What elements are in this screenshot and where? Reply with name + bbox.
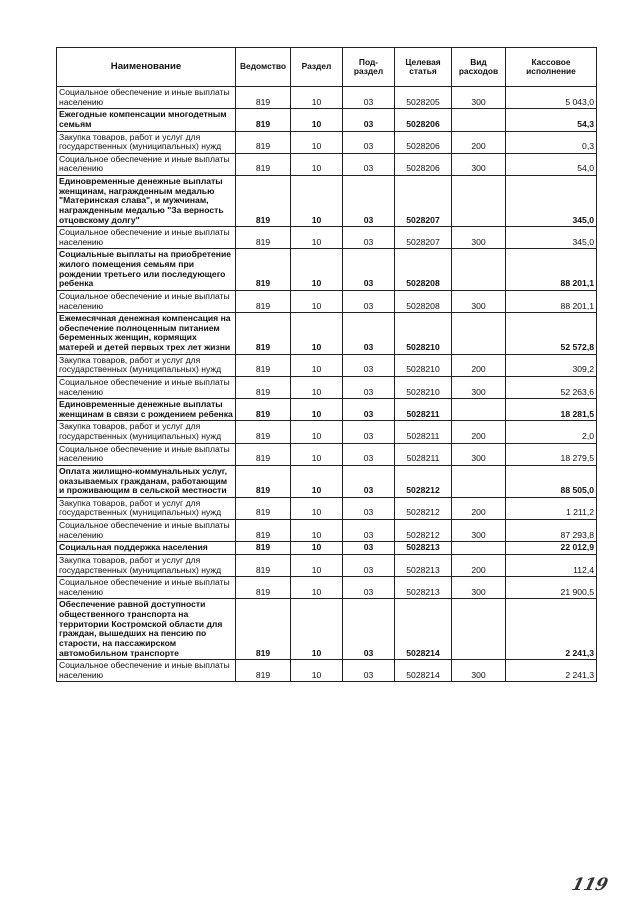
cell-target: 5028211 [395, 399, 452, 421]
cell-subsection: 03 [343, 599, 395, 660]
cell-subsection: 03 [343, 399, 395, 421]
cell-expense-type: 300 [452, 520, 506, 542]
cell-target: 5028208 [395, 290, 452, 312]
cell-name: Социальное обеспечение и иные выплаты населению [57, 520, 236, 542]
cell-subsection: 03 [343, 109, 395, 131]
cell-name: Социальное обеспечение и иные выплаты населению [57, 153, 236, 175]
cell-expense-type: 300 [452, 376, 506, 398]
cell-amount: 18 281,5 [506, 399, 597, 421]
cell-expense-type [452, 313, 506, 355]
cell-name: Закупка товаров, работ и услуг для государственных (муниципальных) нужд [57, 354, 236, 376]
cell-subsection: 03 [343, 421, 395, 443]
cell-subsection: 03 [343, 465, 395, 497]
cell-section: 10 [291, 290, 343, 312]
cell-target: 5028214 [395, 660, 452, 682]
cell-section: 10 [291, 249, 343, 291]
cell-amount: 88 505,0 [506, 465, 597, 497]
table-row [57, 249, 597, 291]
cell-expense-type [452, 542, 506, 555]
cell-expense-type [452, 599, 506, 660]
cell-subsection: 03 [343, 542, 395, 555]
cell-name: Оплата жилищно-коммунальных услуг, оказываемых гражданам, работающим и проживающим в сельской местности [57, 465, 236, 497]
table-row [57, 577, 597, 599]
cell-subsection: 03 [343, 443, 395, 465]
cell-target: 5028205 [395, 87, 452, 109]
cell-amount: 52 263,6 [506, 376, 597, 398]
cell-department: 819 [236, 554, 291, 576]
cell-subsection: 03 [343, 176, 395, 227]
cell-subsection: 03 [343, 87, 395, 109]
cell-target: 5028208 [395, 249, 452, 291]
cell-section: 10 [291, 443, 343, 465]
cell-department: 819 [236, 599, 291, 660]
cell-subsection: 03 [343, 131, 395, 153]
cell-department: 819 [236, 109, 291, 131]
cell-target: 5028210 [395, 354, 452, 376]
table-row [57, 153, 597, 175]
table-header-row [57, 48, 597, 87]
table-row [57, 520, 597, 542]
cell-expense-type: 300 [452, 153, 506, 175]
cell-target: 5028212 [395, 520, 452, 542]
table-row [57, 421, 597, 443]
cell-target: 5028206 [395, 153, 452, 175]
cell-department: 819 [236, 542, 291, 555]
cell-department: 819 [236, 421, 291, 443]
cell-department: 819 [236, 131, 291, 153]
cell-subsection: 03 [343, 153, 395, 175]
cell-section: 10 [291, 399, 343, 421]
cell-section: 10 [291, 153, 343, 175]
cell-expense-type: 300 [452, 443, 506, 465]
cell-expense-type: 300 [452, 227, 506, 249]
cell-department: 819 [236, 153, 291, 175]
cell-section: 10 [291, 376, 343, 398]
header-target: Целевая статья [395, 48, 452, 87]
cell-section: 10 [291, 577, 343, 599]
cell-expense-type: 200 [452, 421, 506, 443]
cell-amount: 2,0 [506, 421, 597, 443]
cell-section: 10 [291, 109, 343, 131]
cell-subsection: 03 [343, 313, 395, 355]
cell-subsection: 03 [343, 227, 395, 249]
cell-name: Социальное обеспечение и иные выплаты населению [57, 227, 236, 249]
cell-section: 10 [291, 421, 343, 443]
cell-name: Ежемесячная денежная компенсация на обеспечение полноценным питанием беременных женщин, кормящих матерей и детей первых трех лет жизни [57, 313, 236, 355]
cell-expense-type: 300 [452, 87, 506, 109]
cell-expense-type: 300 [452, 290, 506, 312]
cell-department: 819 [236, 660, 291, 682]
header-name: Наименование [57, 48, 236, 87]
cell-department: 819 [236, 313, 291, 355]
cell-section: 10 [291, 87, 343, 109]
cell-subsection: 03 [343, 577, 395, 599]
cell-target: 5028211 [395, 421, 452, 443]
cell-expense-type: 200 [452, 497, 506, 519]
cell-target: 5028213 [395, 577, 452, 599]
cell-name: Социальная поддержка населения [57, 542, 236, 555]
cell-department: 819 [236, 354, 291, 376]
cell-name: Закупка товаров, работ и услуг для государственных (муниципальных) нужд [57, 497, 236, 519]
cell-department: 819 [236, 443, 291, 465]
cell-expense-type: 200 [452, 131, 506, 153]
cell-amount: 309,2 [506, 354, 597, 376]
cell-target: 5028206 [395, 109, 452, 131]
cell-target: 5028212 [395, 465, 452, 497]
cell-name: Закупка товаров, работ и услуг для государственных (муниципальных) нужд [57, 554, 236, 576]
table-body [57, 87, 597, 682]
cell-department: 819 [236, 227, 291, 249]
table-row [57, 131, 597, 153]
cell-section: 10 [291, 599, 343, 660]
cell-subsection: 03 [343, 249, 395, 291]
cell-amount: 1 211,2 [506, 497, 597, 519]
cell-amount: 88 201,1 [506, 290, 597, 312]
cell-section: 10 [291, 520, 343, 542]
budget-table [56, 47, 597, 682]
cell-amount: 0,3 [506, 131, 597, 153]
cell-section: 10 [291, 497, 343, 519]
page-number: 119 [569, 875, 610, 895]
cell-amount: 22 012,9 [506, 542, 597, 555]
table-row [57, 554, 597, 576]
cell-amount: 54,0 [506, 153, 597, 175]
cell-expense-type [452, 249, 506, 291]
cell-target: 5028206 [395, 131, 452, 153]
cell-name: Ежегодные компенсации многодетным семьям [57, 109, 236, 131]
cell-target: 5028213 [395, 554, 452, 576]
cell-section: 10 [291, 227, 343, 249]
cell-section: 10 [291, 313, 343, 355]
header-expense-type: Вид расходов [452, 48, 506, 87]
table-row [57, 290, 597, 312]
cell-amount: 54,3 [506, 109, 597, 131]
cell-name: Единовременные денежные выплаты женщинам, награжденным медалью "Материнская слава", и мужчинам, награжденным медалью "За верность отцовскому долгу" [57, 176, 236, 227]
cell-expense-type [452, 176, 506, 227]
table-row [57, 599, 597, 660]
cell-expense-type [452, 399, 506, 421]
cell-subsection: 03 [343, 354, 395, 376]
cell-target: 5028212 [395, 497, 452, 519]
cell-amount: 21 900,5 [506, 577, 597, 599]
cell-amount: 5 043,0 [506, 87, 597, 109]
cell-amount: 345,0 [506, 227, 597, 249]
cell-amount: 18 279,5 [506, 443, 597, 465]
cell-name: Обеспечение равной доступности общественного транспорта на территории Костромской области для граждан, вышедших на пенсию по старости, на пассажирском автомобильном транспорте [57, 599, 236, 660]
cell-amount: 2 241,3 [506, 660, 597, 682]
table-row [57, 109, 597, 131]
cell-name: Закупка товаров, работ и услуг для государственных (муниципальных) нужд [57, 421, 236, 443]
cell-section: 10 [291, 465, 343, 497]
cell-name: Социальное обеспечение и иные выплаты населению [57, 87, 236, 109]
cell-section: 10 [291, 542, 343, 555]
header-subsection: Под-раздел [343, 48, 395, 87]
cell-department: 819 [236, 87, 291, 109]
cell-target: 5028210 [395, 376, 452, 398]
header-amount: Кассовое исполнение [506, 48, 597, 87]
cell-department: 819 [236, 465, 291, 497]
cell-target: 5028207 [395, 227, 452, 249]
table-row [57, 354, 597, 376]
cell-department: 819 [236, 577, 291, 599]
table-row [57, 399, 597, 421]
cell-subsection: 03 [343, 554, 395, 576]
cell-expense-type: 200 [452, 354, 506, 376]
cell-target: 5028210 [395, 313, 452, 355]
cell-section: 10 [291, 354, 343, 376]
cell-name: Социальное обеспечение и иные выплаты населению [57, 660, 236, 682]
cell-expense-type: 300 [452, 660, 506, 682]
cell-subsection: 03 [343, 497, 395, 519]
cell-department: 819 [236, 497, 291, 519]
table-row [57, 313, 597, 355]
cell-target: 5028213 [395, 542, 452, 555]
table-row [57, 542, 597, 555]
cell-name: Закупка товаров, работ и услуг для государственных (муниципальных) нужд [57, 131, 236, 153]
cell-expense-type [452, 109, 506, 131]
cell-target: 5028214 [395, 599, 452, 660]
cell-department: 819 [236, 249, 291, 291]
cell-name: Единовременные денежные выплаты женщинам в связи с рождением ребенка [57, 399, 236, 421]
cell-name: Социальное обеспечение и иные выплаты населению [57, 443, 236, 465]
table-row [57, 465, 597, 497]
cell-section: 10 [291, 176, 343, 227]
cell-section: 10 [291, 131, 343, 153]
header-department: Ведомство [236, 48, 291, 87]
cell-name: Социальное обеспечение и иные выплаты населению [57, 376, 236, 398]
table-row [57, 87, 597, 109]
cell-subsection: 03 [343, 520, 395, 542]
cell-expense-type: 300 [452, 577, 506, 599]
cell-amount: 2 241,3 [506, 599, 597, 660]
cell-amount: 345,0 [506, 176, 597, 227]
table-row [57, 376, 597, 398]
table-row [57, 176, 597, 227]
cell-department: 819 [236, 399, 291, 421]
cell-section: 10 [291, 660, 343, 682]
cell-amount: 88 201,1 [506, 249, 597, 291]
header-section: Раздел [291, 48, 343, 87]
cell-subsection: 03 [343, 660, 395, 682]
table-row [57, 660, 597, 682]
cell-amount: 87 293,8 [506, 520, 597, 542]
cell-name: Социальное обеспечение и иные выплаты населению [57, 290, 236, 312]
cell-section: 10 [291, 554, 343, 576]
cell-expense-type: 200 [452, 554, 506, 576]
table-row [57, 443, 597, 465]
cell-target: 5028211 [395, 443, 452, 465]
cell-name: Социальное обеспечение и иные выплаты населению [57, 577, 236, 599]
cell-department: 819 [236, 520, 291, 542]
cell-target: 5028207 [395, 176, 452, 227]
cell-subsection: 03 [343, 376, 395, 398]
cell-amount: 52 572,8 [506, 313, 597, 355]
table-row [57, 227, 597, 249]
cell-department: 819 [236, 290, 291, 312]
table-row [57, 497, 597, 519]
cell-amount: 112,4 [506, 554, 597, 576]
cell-subsection: 03 [343, 290, 395, 312]
cell-expense-type [452, 465, 506, 497]
cell-name: Социальные выплаты на приобретение жилого помещения семьям при рождении третьего или последующего ребенка [57, 249, 236, 291]
cell-department: 819 [236, 376, 291, 398]
cell-department: 819 [236, 176, 291, 227]
